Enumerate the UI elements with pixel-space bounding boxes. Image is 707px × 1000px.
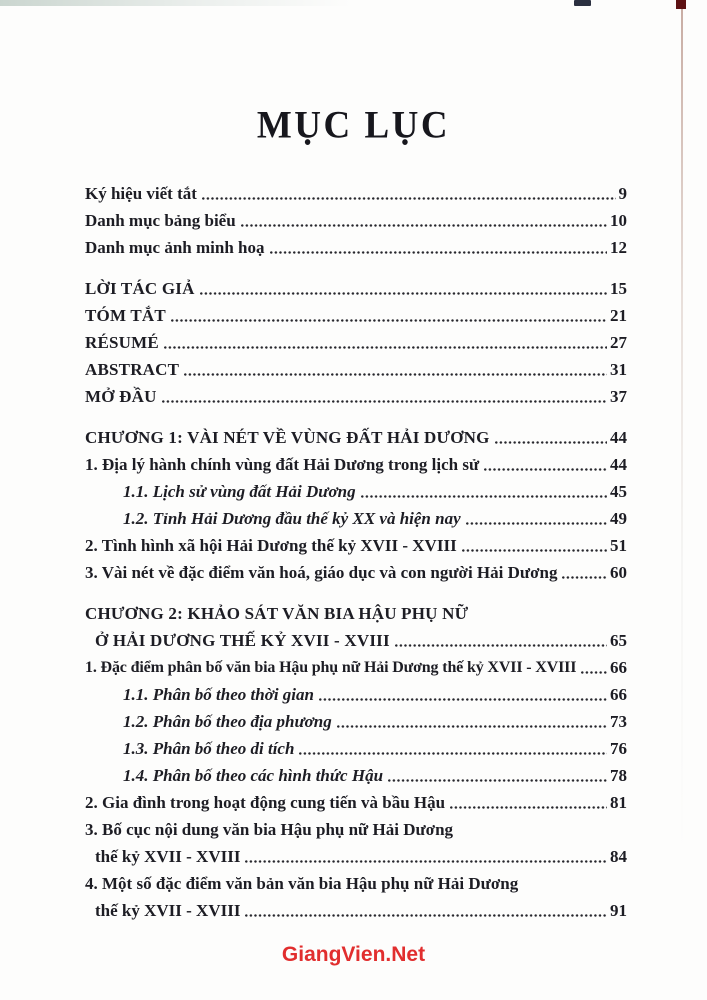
toc-entry-label: 1. Địa lý hành chính vùng đất Hải Dương trong lịch sử (85, 455, 480, 474)
toc-entry-label: MỞ ĐẦU (85, 387, 157, 406)
toc-entry (85, 597, 627, 624)
toc-entry (85, 353, 627, 380)
toc-entry-page-number: 76 (610, 739, 627, 758)
toc-entry-page-number: 91 (610, 901, 627, 920)
toc-group-chapter-1 (85, 421, 627, 583)
dot-leader (581, 671, 607, 674)
toc-entry (85, 894, 627, 921)
toc-entry (85, 732, 627, 759)
toc-entry-page-number: 21 (610, 306, 627, 325)
toc-entry-page-number: 60 (610, 563, 627, 582)
table-of-contents (85, 177, 627, 935)
toc-group-chapter-2 (85, 597, 627, 921)
toc-entry-page-number: 81 (610, 793, 627, 812)
toc-entry-label: 2. Tình hình xã hội Hải Dương thế kỷ XVII - XVIII (85, 536, 457, 555)
dot-leader (466, 522, 607, 525)
toc-entry-label: Ở HẢI DƯƠNG THẾ KỶ XVII - XVIII (95, 631, 390, 650)
dot-leader (200, 292, 607, 295)
toc-entry (85, 786, 627, 813)
toc-entry-label: CHƯƠNG 1: VÀI NÉT VỀ VÙNG ĐẤT HẢI DƯƠNG (85, 428, 490, 447)
toc-group-frontmatter (85, 177, 627, 258)
toc-entry-page-number: 27 (610, 333, 627, 352)
dot-leader (299, 752, 607, 755)
toc-entry-label: 1.2. Phân bố theo địa phương (123, 712, 332, 731)
toc-entry-page-number: 15 (610, 279, 627, 298)
toc-entry (85, 759, 627, 786)
toc-entry-page-number: 65 (610, 631, 627, 650)
toc-entry-page-number: 10 (610, 211, 627, 230)
toc-entry-page-number: 66 (610, 685, 627, 704)
toc-entry (85, 867, 627, 894)
toc-entry-label: 1.4. Phân bố theo các hình thức Hậu (123, 766, 384, 785)
toc-entry (85, 204, 627, 231)
toc-entry-page-number: 78 (610, 766, 627, 785)
toc-entry-page-number: 9 (618, 184, 627, 203)
toc-group-preliminary (85, 272, 627, 407)
toc-entry-label: 3. Bố cục nội dung văn bia Hậu phụ nữ Hải Dương (85, 820, 454, 839)
dot-leader (395, 644, 607, 647)
toc-entry-page-number: 73 (610, 712, 627, 731)
dot-leader (241, 224, 607, 227)
dot-leader (162, 400, 607, 403)
toc-entry (85, 705, 627, 732)
toc-entry (85, 813, 627, 840)
toc-entry (85, 448, 627, 475)
toc-entry-label: LỜI TÁC GIẢ (85, 279, 195, 298)
toc-entry (85, 177, 627, 204)
watermark-text: GiangVien.Net (281, 943, 426, 966)
toc-entry-label: 1.2. Tỉnh Hải Dương đầu thế kỷ XX và hiện nay (123, 509, 461, 528)
toc-entry (85, 529, 627, 556)
toc-entry-label: 1.1. Phân bố theo thời gian (123, 685, 314, 704)
toc-entry-label: TÓM TẮT (85, 306, 166, 325)
toc-entry-page-number: 44 (610, 428, 627, 447)
scan-artifact-top-edge (0, 0, 370, 6)
dot-leader (245, 914, 607, 917)
toc-entry (85, 299, 627, 326)
toc-entry (85, 380, 627, 407)
scan-artifact-ribbon-mark (676, 0, 686, 9)
toc-entry (85, 624, 627, 651)
toc-entry (85, 326, 627, 353)
toc-entry-label: Ký hiệu viết tắt (85, 184, 197, 203)
dot-leader (164, 346, 607, 349)
toc-entry (85, 840, 627, 867)
dot-leader (245, 860, 607, 863)
dot-leader (462, 549, 607, 552)
dot-leader (184, 373, 607, 376)
dot-leader (450, 806, 607, 809)
toc-entry-label: 1.3. Phân bố theo di tích (123, 739, 295, 758)
dot-leader (337, 725, 607, 728)
toc-entry (85, 475, 627, 502)
dot-leader (484, 468, 607, 471)
toc-entry (85, 231, 627, 258)
toc-entry (85, 502, 627, 529)
toc-entry-page-number: 37 (610, 387, 627, 406)
dot-leader (270, 251, 607, 254)
toc-entry (85, 421, 627, 448)
toc-entry-page-number: 51 (610, 536, 627, 555)
toc-entry-label: Danh mục bảng biểu (85, 211, 236, 230)
toc-entry-label: ABSTRACT (85, 360, 180, 379)
toc-entry-label: CHƯƠNG 2: KHẢO SÁT VĂN BIA HẬU PHỤ NỮ (85, 604, 469, 623)
dot-leader (495, 441, 607, 444)
toc-entry-label: 1. Đặc điểm phân bố văn bia Hậu phụ nữ Hải Dương thế kỷ XVII - XVIII (85, 659, 577, 676)
toc-entry (85, 272, 627, 299)
toc-entry-page-number: 44 (610, 455, 627, 474)
toc-entry-page-number: 45 (610, 482, 627, 501)
toc-entry-label: thế kỷ XVII - XVIII (95, 901, 241, 920)
toc-entry (85, 678, 627, 705)
dot-leader (562, 576, 607, 579)
toc-entry-page-number: 12 (610, 238, 627, 257)
toc-entry-page-number: 66 (610, 658, 627, 677)
dot-leader (361, 495, 607, 498)
toc-entry-label: RÉSUMÉ (85, 333, 159, 352)
toc-entry (85, 556, 627, 583)
dot-leader (202, 197, 616, 200)
page-title: MỤC LỤC (256, 103, 451, 148)
toc-entry-page-number: 84 (610, 847, 627, 866)
toc-entry-label: Danh mục ảnh minh hoạ (85, 238, 265, 257)
dot-leader (388, 779, 607, 782)
dot-leader (171, 319, 607, 322)
toc-entry-label: 4. Một số đặc điểm văn bản văn bia Hậu phụ nữ Hải Dương (85, 874, 519, 893)
dot-leader (319, 698, 607, 701)
toc-entry-label: 2. Gia đình trong hoạt động cung tiến và bầu Hậu (85, 793, 446, 812)
toc-entry (85, 651, 627, 678)
toc-entry-page-number: 31 (610, 360, 627, 379)
toc-entry-page-number: 49 (610, 509, 627, 528)
toc-entry-label: thế kỷ XVII - XVIII (95, 847, 241, 866)
scan-artifact-binder-mark (574, 0, 591, 6)
toc-entry-label: 3. Vài nét về đặc điểm văn hoá, giáo dục và con người Hải Dương (85, 563, 558, 582)
toc-entry-label: 1.1. Lịch sử vùng đất Hải Dương (123, 482, 356, 501)
